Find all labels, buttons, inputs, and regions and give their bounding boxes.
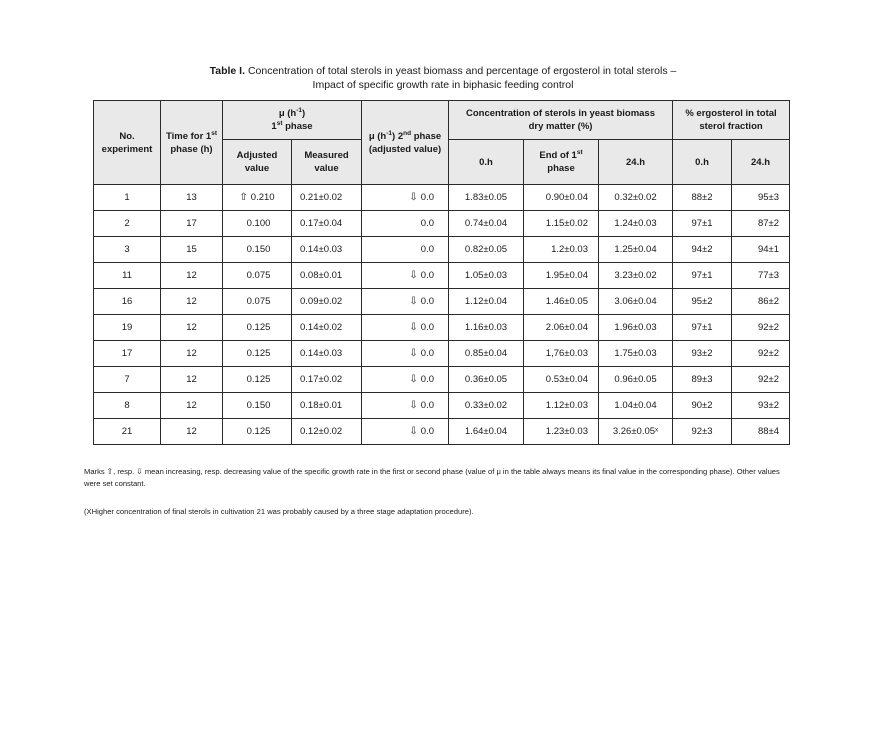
- cell-time: 17: [161, 211, 223, 237]
- table-row: [94, 367, 790, 393]
- adjusted-value: 0.100: [246, 218, 271, 229]
- cell-c0: 1.12±0.04: [449, 289, 524, 315]
- header-time-first-phase: Time for 1st phase (h): [161, 101, 223, 185]
- table-row: [94, 393, 790, 419]
- note-arrows: Marks ⇧, resp. ⇩ mean increasing, resp. decreasing value of the specific growth rate in the first or second phase (value of μ in the table always means its final value in the corresponding phase). Other values were set constant.: [84, 467, 780, 488]
- table-body: [94, 185, 790, 445]
- cell-mu2: [362, 237, 449, 263]
- cell-e24: 92±2: [732, 315, 790, 341]
- caption-line-2: Impact of specific growth rate in biphasic feeding control: [312, 79, 574, 91]
- mu2-value: 0.0: [420, 400, 434, 411]
- cell-e0: 94±2: [673, 237, 732, 263]
- cell-e0: 95±2: [673, 289, 732, 315]
- cell-e24: 86±2: [732, 289, 790, 315]
- cell-c1: 0.53±0.04: [524, 367, 599, 393]
- cell-e24: 93±2: [732, 393, 790, 419]
- mu2-value: 0.0: [420, 348, 434, 359]
- cell-c24: 3.26±0.05ˣ: [599, 419, 673, 445]
- header-conc-24h: 24.h: [599, 140, 673, 185]
- cell-mu2: [362, 289, 449, 315]
- mu2-value: 0.0: [420, 270, 434, 281]
- cell-meas: 0.08±0.01: [292, 263, 362, 289]
- cell-no: 8: [94, 393, 161, 419]
- mu2-value: 0.0: [420, 322, 434, 333]
- cell-e24: 92±2: [732, 341, 790, 367]
- header-conc-end-first-phase: End of 1st phase: [524, 140, 599, 185]
- cell-c24: 1.25±0.04: [599, 237, 673, 263]
- cell-mu2: [362, 341, 449, 367]
- cell-e24: 87±2: [732, 211, 790, 237]
- adjusted-value: 0.125: [246, 374, 271, 385]
- growth-arrow-icon: ⇩: [409, 374, 418, 385]
- header-adjusted-value: Adjusted value: [223, 140, 292, 185]
- table-row: [94, 341, 790, 367]
- caption-text-1: Concentration of total sterols in yeast biomass and percentage of ergosterol in total sterols –: [245, 65, 677, 77]
- cell-c0: 1.05±0.03: [449, 263, 524, 289]
- adjusted-value: 0.075: [246, 296, 271, 307]
- cell-e24: 88±4: [732, 419, 790, 445]
- cell-meas: 0.12±0.02: [292, 419, 362, 445]
- cell-no: 2: [94, 211, 161, 237]
- cell-c0: 0.82±0.05: [449, 237, 524, 263]
- cell-adj: [223, 211, 292, 237]
- cell-c1: 1.23±0.03: [524, 419, 599, 445]
- cell-meas: 0.14±0.03: [292, 237, 362, 263]
- growth-arrow-icon: ⇩: [409, 192, 418, 203]
- table-row: [94, 211, 790, 237]
- cell-c1: 1,76±0.03: [524, 341, 599, 367]
- caption-line-1: [90, 64, 796, 78]
- cell-c0: 0.74±0.04: [449, 211, 524, 237]
- cell-time: 15: [161, 237, 223, 263]
- cell-meas: 0.14±0.03: [292, 341, 362, 367]
- table-row: [94, 237, 790, 263]
- cell-meas: 0.18±0.01: [292, 393, 362, 419]
- cell-meas: 0.14±0.02: [292, 315, 362, 341]
- cell-c24: 3.06±0.04: [599, 289, 673, 315]
- cell-e24: 94±1: [732, 237, 790, 263]
- cell-c0: 0.85±0.04: [449, 341, 524, 367]
- header-mu-second-phase: μ $(h^{-1})$ 2nd phase (adjusted value): [362, 101, 449, 185]
- cell-no: 11: [94, 263, 161, 289]
- cell-c24: 0.96±0.05: [599, 367, 673, 393]
- table-row: [94, 419, 790, 445]
- header-ergosterol-percent: % ergosterol in total sterol fraction: [673, 101, 790, 140]
- cell-e0: 88±2: [673, 185, 732, 211]
- adjusted-value: 0.075: [246, 270, 271, 281]
- table-row: [94, 263, 790, 289]
- cell-no: 19: [94, 315, 161, 341]
- cell-c24: 1.96±0.03: [599, 315, 673, 341]
- cell-no: 21: [94, 419, 161, 445]
- cell-time: 12: [161, 341, 223, 367]
- cell-c1: 1.15±0.02: [524, 211, 599, 237]
- cell-mu2: [362, 211, 449, 237]
- growth-arrow-icon: ⇩: [409, 296, 418, 307]
- mu2-value: 0.0: [420, 244, 434, 255]
- cell-time: 12: [161, 263, 223, 289]
- cell-adj: [223, 315, 292, 341]
- cell-adj: [223, 263, 292, 289]
- note-cultivation-21: (XHigher concentration of final sterols in cultivation 21 was probably caused by a three stage adaptation procedure).: [84, 507, 474, 516]
- cell-meas: 0.17±0.02: [292, 367, 362, 393]
- cell-no: 7: [94, 367, 161, 393]
- header-no-experiment: No. experiment: [94, 101, 161, 185]
- header-mu-first-phase: μ $(h^{-1})$ 1st phase: [223, 101, 362, 140]
- growth-arrow-icon: ⇩: [409, 322, 418, 333]
- cell-meas: 0.09±0.02: [292, 289, 362, 315]
- cell-e0: 90±2: [673, 393, 732, 419]
- cell-c1: 1.2±0.03: [524, 237, 599, 263]
- cell-adj: [223, 237, 292, 263]
- cell-mu2: [362, 315, 449, 341]
- adjusted-value: 0.210: [250, 192, 275, 203]
- cell-e0: 97±1: [673, 211, 732, 237]
- cell-e24: 77±3: [732, 263, 790, 289]
- cell-adj: [223, 419, 292, 445]
- adjusted-value: 0.125: [246, 426, 271, 437]
- cell-no: 16: [94, 289, 161, 315]
- mu2-value: 0.0: [420, 426, 434, 437]
- cell-time: 12: [161, 419, 223, 445]
- table-caption: [90, 64, 796, 92]
- cell-mu2: [362, 263, 449, 289]
- cell-no: 1: [94, 185, 161, 211]
- cell-meas: 0.17±0.04: [292, 211, 362, 237]
- cell-e0: 97±1: [673, 263, 732, 289]
- cell-c24: 1.75±0.03: [599, 341, 673, 367]
- growth-arrow-icon: ⇩: [409, 400, 418, 411]
- header-ergo-0h: 0.h: [673, 140, 732, 185]
- cell-no: 3: [94, 237, 161, 263]
- header-sterol-concentration: Concentration of sterols in yeast biomass dry matter (%): [449, 101, 673, 140]
- adjusted-value: 0.125: [246, 322, 271, 333]
- cell-c1: 1.12±0.03: [524, 393, 599, 419]
- data-table: [93, 100, 790, 445]
- growth-arrow-icon: ⇩: [409, 426, 418, 437]
- cell-e24: 92±2: [732, 367, 790, 393]
- growth-arrow-icon: ⇩: [409, 270, 418, 281]
- cell-adj: [223, 185, 292, 211]
- cell-mu2: [362, 419, 449, 445]
- growth-arrow-icon: ⇧: [239, 192, 248, 203]
- mu2-value: 0.0: [420, 296, 434, 307]
- cell-adj: [223, 341, 292, 367]
- adjusted-value: 0.125: [246, 348, 271, 359]
- mu2-value: 0.0: [420, 192, 434, 203]
- cell-meas: 0.21±0.02: [292, 185, 362, 211]
- growth-arrow-icon: ⇩: [409, 348, 418, 359]
- cell-time: 13: [161, 185, 223, 211]
- cell-no: 17: [94, 341, 161, 367]
- cell-c1: 1.46±0.05: [524, 289, 599, 315]
- table-row: [94, 289, 790, 315]
- table-header: [94, 101, 790, 185]
- cell-c24: 3.23±0.02: [599, 263, 673, 289]
- cell-c24: 0.32±0.02: [599, 185, 673, 211]
- table-notes: [84, 466, 796, 534]
- cell-e0: 92±3: [673, 419, 732, 445]
- header-ergo-24h: 24.h: [732, 140, 790, 185]
- cell-e0: 97±1: [673, 315, 732, 341]
- cell-e24: 95±3: [732, 185, 790, 211]
- cell-mu2: [362, 367, 449, 393]
- cell-c1: 1.95±0.04: [524, 263, 599, 289]
- cell-e0: 93±2: [673, 341, 732, 367]
- cell-time: 12: [161, 315, 223, 341]
- cell-c0: 0.36±0.05: [449, 367, 524, 393]
- cell-time: 12: [161, 289, 223, 315]
- header-measured-value: Measured value: [292, 140, 362, 185]
- cell-c1: 0.90±0.04: [524, 185, 599, 211]
- table-row: [94, 315, 790, 341]
- cell-mu2: [362, 393, 449, 419]
- cell-time: 12: [161, 367, 223, 393]
- header-conc-0h: 0.h: [449, 140, 524, 185]
- cell-c24: 1.04±0.04: [599, 393, 673, 419]
- adjusted-value: 0.150: [246, 244, 271, 255]
- cell-c0: 1.64±0.04: [449, 419, 524, 445]
- cell-c1: 2.06±0.04: [524, 315, 599, 341]
- cell-e0: 89±3: [673, 367, 732, 393]
- cell-c0: 0.33±0.02: [449, 393, 524, 419]
- cell-c24: 1.24±0.03: [599, 211, 673, 237]
- adjusted-value: 0.150: [246, 400, 271, 411]
- table-row: [94, 185, 790, 211]
- cell-c0: 1.83±0.05: [449, 185, 524, 211]
- mu2-value: 0.0: [420, 218, 434, 229]
- cell-time: 12: [161, 393, 223, 419]
- cell-adj: [223, 367, 292, 393]
- cell-adj: [223, 289, 292, 315]
- cell-adj: [223, 393, 292, 419]
- mu2-value: 0.0: [420, 374, 434, 385]
- caption-label: Table I.: [209, 65, 246, 77]
- cell-mu2: [362, 185, 449, 211]
- cell-c0: 1.16±0.03: [449, 315, 524, 341]
